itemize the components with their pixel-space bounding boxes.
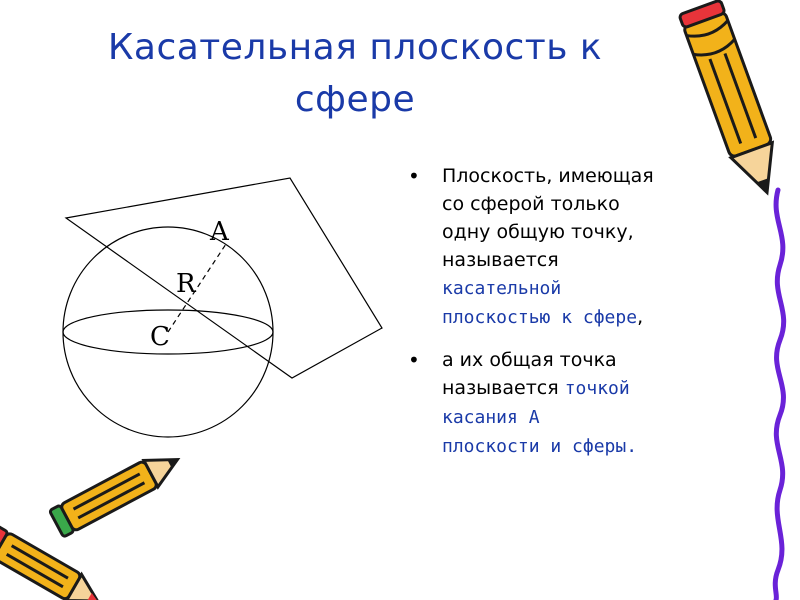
label-c: C bbox=[150, 322, 170, 352]
title-line-1: Касательная плоскость к bbox=[107, 27, 603, 68]
bullet1-line2: со сферой только bbox=[442, 193, 620, 215]
bullet2-line1: а их общая точка bbox=[442, 349, 617, 371]
bullet2-line2: называется bbox=[442, 377, 565, 399]
title-line-2: сфере bbox=[294, 79, 416, 120]
bullet2-highlight2: касания А bbox=[442, 407, 540, 428]
bullet1-comma: , bbox=[637, 306, 644, 328]
bullet1-highlight1: касательной bbox=[442, 278, 562, 299]
label-a: A bbox=[210, 217, 229, 247]
squiggle-decoration-icon bbox=[775, 190, 783, 600]
bullet-item-tangent-point bbox=[408, 346, 748, 461]
pencils-bottom-left-icon bbox=[0, 446, 184, 600]
bullet1-highlight2: плоскостью к сфере bbox=[442, 307, 638, 328]
bullet1-line1: Плоскость, имеющая bbox=[442, 165, 654, 187]
bullet2-highlight3: плоскости и сферы. bbox=[442, 436, 638, 457]
bullet-list bbox=[408, 162, 748, 475]
bullet1-line4: называется bbox=[442, 249, 559, 271]
tangent-plane bbox=[66, 178, 382, 378]
label-r: R bbox=[176, 269, 196, 299]
bullet-item-definition bbox=[408, 162, 748, 332]
bullet2-highlight1: точкой bbox=[564, 378, 630, 399]
bullet1-line3: одну общую точку, bbox=[442, 221, 634, 243]
